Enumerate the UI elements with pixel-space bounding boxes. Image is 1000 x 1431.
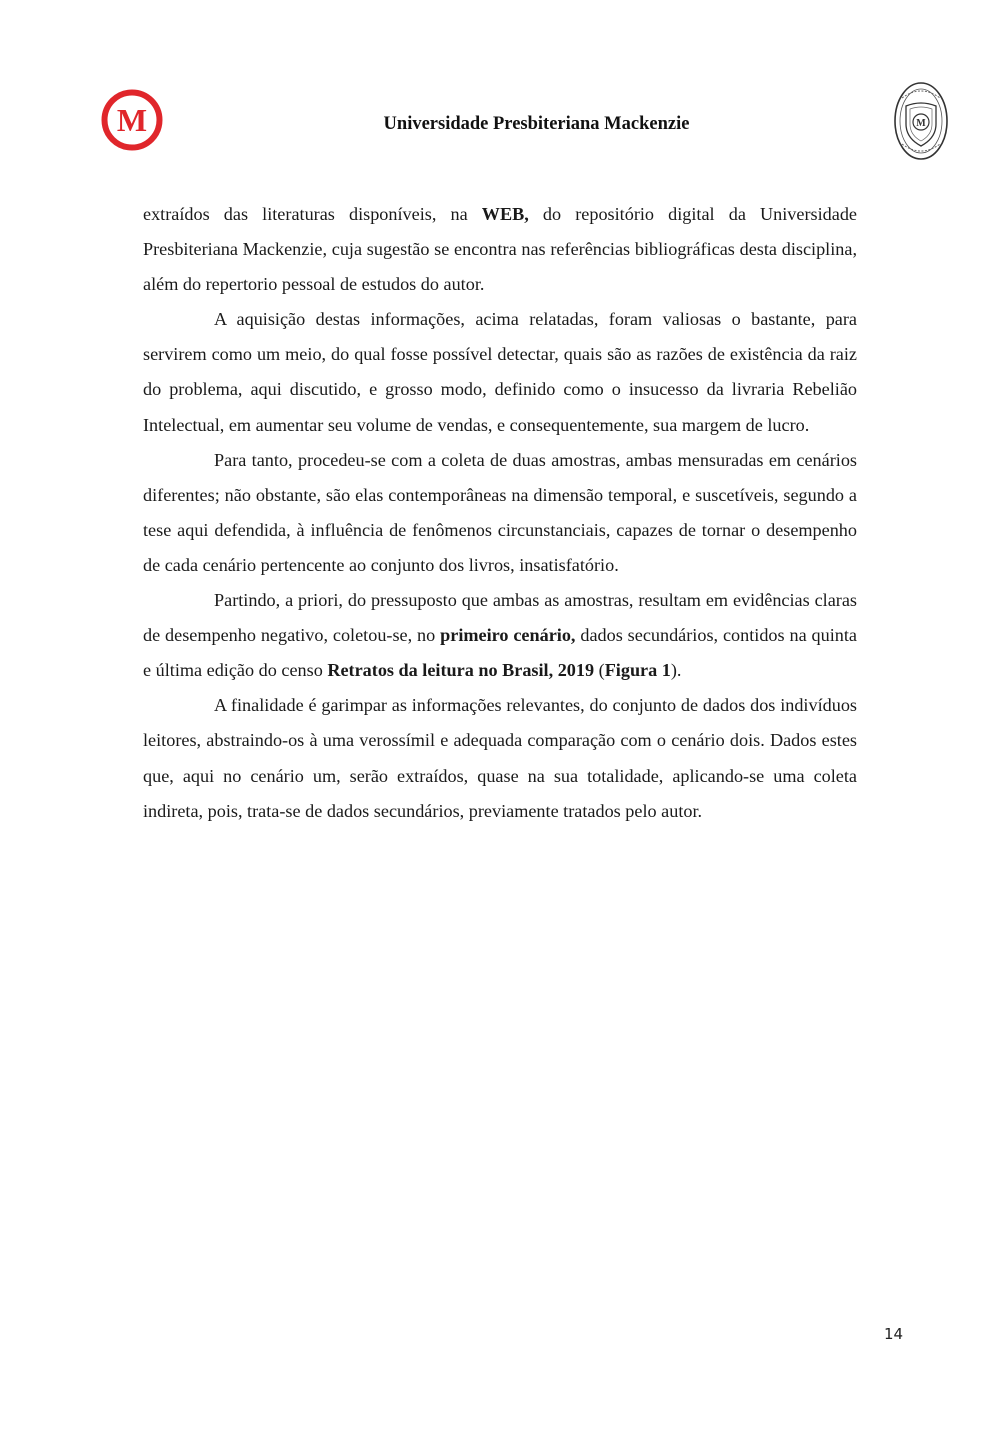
paragraph-5: A finalidade é garimpar as informações relevantes, do conjunto de dados dos indivíduos leitores, abstraindo-os à uma verossímil e adequada comparação com o cenário dois. Dados estes que, aqui no cenário um, serão extraídos, quase na sua totalidade, aplicando-se uma coleta indireta, pois, trata-se de dados secundários, previamente tratados pelo autor.	[143, 695, 857, 821]
body-text	[143, 197, 857, 829]
svg-text:M: M	[116, 102, 148, 138]
page-number: 14	[884, 1325, 904, 1343]
header-title: Universidade Presbiteriana Mackenzie	[383, 114, 690, 134]
svg-text:M: M	[916, 118, 926, 129]
figure-reference: Figura 1	[604, 660, 671, 681]
bold-census-title: Retratos da leitura no Brasil, 2019	[327, 660, 595, 681]
university-seal-icon	[892, 80, 950, 162]
bold-primeiro-cenario: primeiro cenário,	[440, 625, 576, 646]
paragraph-2: A aquisição destas informações, acima relatadas, foram valiosas o bastante, para servirem como um meio, do qual fosse possível detectar, quais são as razões de existência da raiz do problema, aqui discutido, e grosso modo, definido como o insucesso da livraria Rebelião Intelectual, em aumentar seu volume de vendas, e consequentemente, sua margem de lucro.	[143, 309, 857, 435]
paragraph-1: extraídos das literaturas disponíveis, na WEB, do repositório digital da Universidade Presbiteriana Mackenzie, cuja sugestão se encontra nas referências bibliográficas desta disciplina, além do repertorio pessoal de estudos do autor.	[143, 204, 857, 295]
paragraph-4: Partindo, a priori, do pressuposto que ambas as amostras, resultam em evidências claras de desempenho negativo, coletou-se, no primeiro cenário, dados secundários, contidos na quinta e última edição do censo Retratos da leitura no Brasil, 2019 (Figura 1).	[143, 590, 857, 681]
paragraph-3: Para tanto, procedeu-se com a coleta de duas amostras, ambas mensuradas em cenários diferentes; não obstante, são elas contemporâneas na dimensão temporal, e suscetíveis, segundo a tese aqui defendida, à influência de fenômenos circunstanciais, capazes de tornar o desempenho de cada cenário pertencente ao conjunto dos livros, insatisfatório.	[143, 449, 857, 575]
bold-web: WEB,	[481, 204, 529, 224]
